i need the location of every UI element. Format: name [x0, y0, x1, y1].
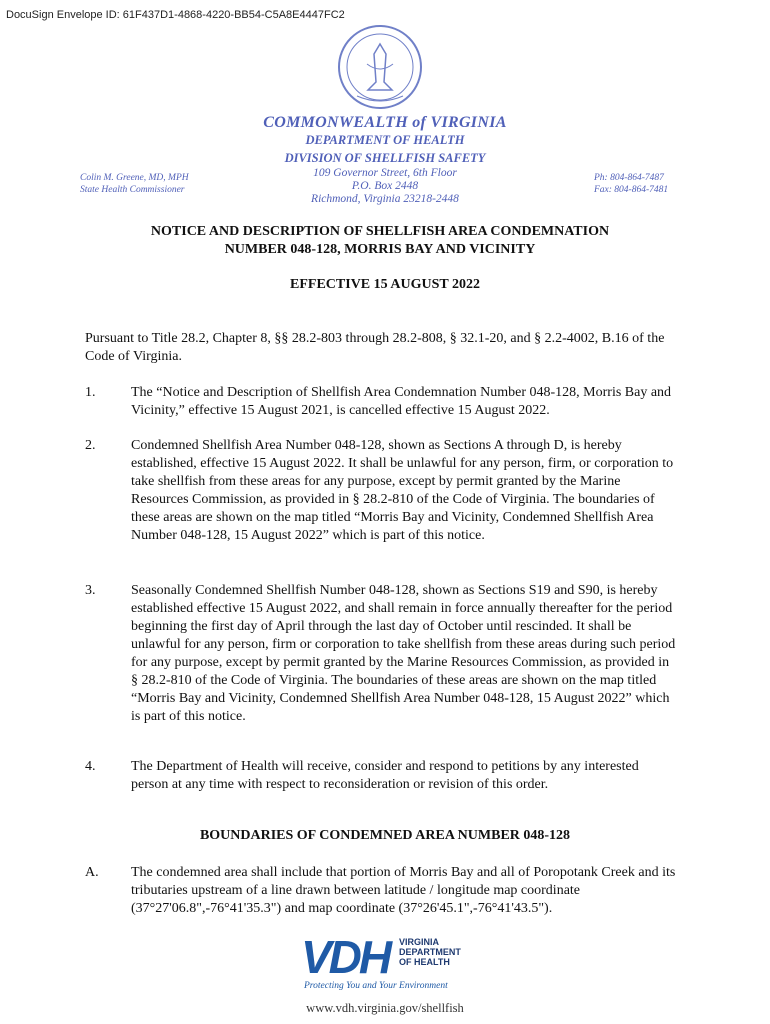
item-text: Condemned Shellfish Area Number 048-128, shown as Sections A through D, is hereby established, effective 15 August 2022. It shall be unlawful for any person, firm, or corporation to take shellfish from these areas for any purpose, except by permit granted by the Marine Resources Commission, as provided in § 28.2-810 of the Code of Virginia. The boundaries of these areas are shown on the map titled “Morris Bay and Vicinity, Condemned Shellfish Area Number 048-128, 15 August 2022” which is part of this notice. [131, 438, 674, 543]
item-text: The Department of Health will receive, consider and respond to petitions by any interested person at any time with respect to reconsideration or revision of this order. [131, 759, 639, 792]
docusign-envelope-id: DocuSign Envelope ID: 61F437D1-4868-4220-BB54-C5A8E4447FC2 [6, 9, 345, 21]
commissioner-title: State Health Commissioner [80, 185, 185, 195]
letterhead-division: DIVISION OF SHELLFISH SAFETY [284, 151, 486, 165]
boundaries-heading: BOUNDARIES OF CONDEMNED AREA NUMBER 048-128 [199, 828, 571, 843]
item-number: 2. [85, 438, 96, 453]
vdh-side-line-3: OF HEALTH [399, 957, 450, 967]
boundary-letter: A. [85, 865, 99, 880]
vdh-logo-mark: VDH [301, 931, 390, 983]
vdh-logo [301, 931, 471, 994]
effective-date: EFFECTIVE 15 AUGUST 2022 [290, 277, 480, 292]
item-text: Seasonally Condemned Shellfish Number 048-128, shown as Sections S19 and S90, is hereby established effective 15 August 2022, and shall remain in force annually thereafter for the period beginning the first day of April through the last day of October until rescinded. It shall be unlawful for any person, firm or corporation to take shellfish from these areas during such period for any purpose, except by permit granted by the Marine Resources Commission, as provided in § 28.2-810 of the Code of Virginia. The boundaries of these areas are shown on the map titled “Morris Bay and Vicinity, Condemned Shellfish Area Number 048-128, 15 August 2022” which is part of this notice. [131, 583, 676, 724]
vdh-tagline: Protecting You and Your Environment [304, 981, 448, 991]
item-number: 4. [85, 759, 96, 774]
item-text: The “Notice and Description of Shellfish Area Condemnation Number 048-128, Morris Bay and Vicinity,” effective 15 August 2021, is cancelled effective 15 August 2022. [131, 385, 672, 418]
item-number: 3. [85, 583, 96, 598]
vdh-side-line-2: DEPARTMENT [399, 947, 461, 957]
vdh-logo-side-text [399, 937, 461, 967]
virginia-state-seal-icon [337, 24, 423, 110]
contact-block [594, 172, 668, 196]
letterhead-commonwealth: COMMONWEALTH of VIRGINIA [263, 114, 507, 131]
boundary-text: The condemned area shall include that portion of Morris Bay and all of Poropotank Creek and its tributaries upstream of a line drawn between latitude / longitude map coordinate (37°27'06.8",-76°41'35.3") and map coordinate (37°26'45.1",-76°41'43.5"). [131, 865, 676, 916]
notice-title-line-1: NOTICE AND DESCRIPTION OF SHELLFISH AREA CONDEMNATION [150, 224, 610, 239]
address-line-1: 109 Governor Street, 6th Floor [313, 167, 457, 179]
commissioner-block [80, 172, 189, 196]
fax-number: Fax: 804-864-7481 [594, 185, 669, 195]
phone-number: Ph: 804-864-7487 [594, 173, 664, 183]
notice-title [100, 223, 660, 259]
intro-paragraph: Pursuant to Title 28.2, Chapter 8, §§ 28.2-803 through 28.2-808, § 32.1-20, and § 2.2-4002, B.16 of the Code of Virginia. [85, 331, 665, 364]
notice-title-line-2: NUMBER 048-128, MORRIS BAY AND VICINITY [224, 242, 536, 257]
letterhead-department: DEPARTMENT OF HEALTH [305, 133, 465, 147]
item-number: 1. [85, 385, 96, 400]
address-line-3: Richmond, Virginia 23218-2448 [311, 193, 459, 205]
address-line-2: P.O. Box 2448 [351, 180, 419, 192]
commissioner-name: Colin M. Greene, MD, MPH [80, 173, 189, 183]
vdh-side-line-1: VIRGINIA [399, 937, 440, 947]
footer-url: www.vdh.virginia.gov/shellfish [306, 1001, 464, 1015]
